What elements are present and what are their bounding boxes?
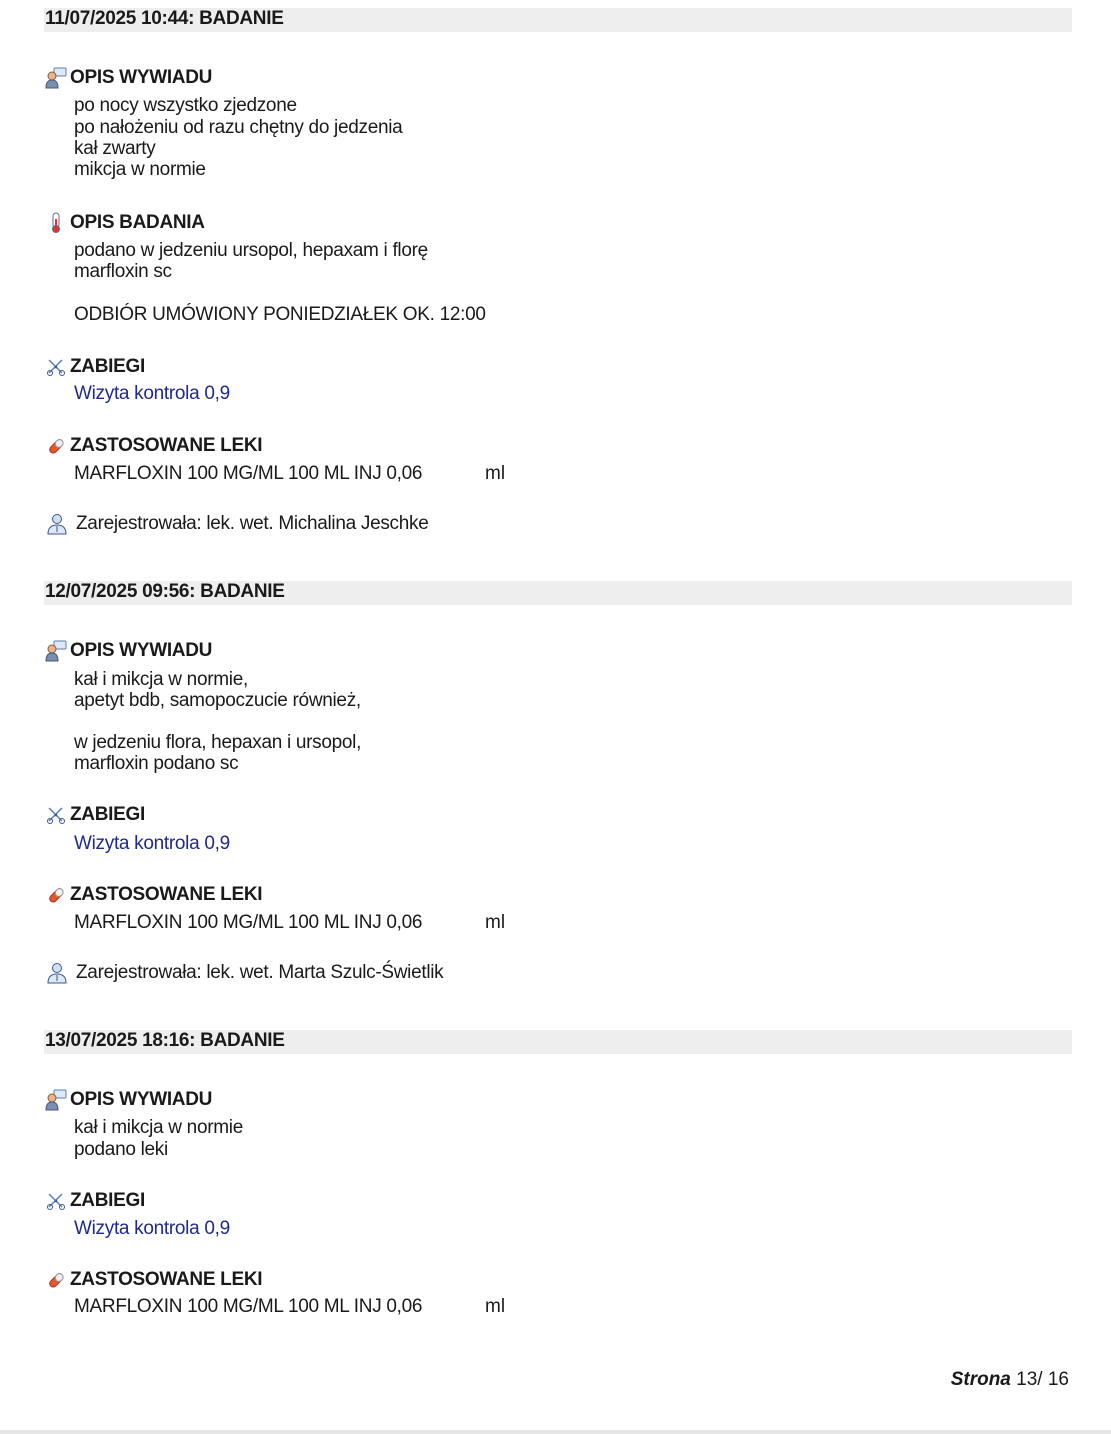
registered-by xyxy=(46,513,428,535)
page-number: 13/ 16 xyxy=(1016,1369,1069,1390)
procedure-item: Wizyta kontrola 0,9 xyxy=(74,833,230,854)
interview-icon xyxy=(44,1089,68,1111)
thermometer-icon xyxy=(44,212,68,234)
medicine-unit: ml xyxy=(485,463,506,484)
scissors-icon xyxy=(44,356,68,378)
procedure-item: Wizyta kontrola 0,9 xyxy=(74,383,230,404)
interview-section-title xyxy=(44,639,212,663)
medicines-section-title xyxy=(44,434,262,458)
page-footer xyxy=(951,1369,1069,1391)
medicines-section-title xyxy=(44,883,262,907)
medicines-title: ZASTOSOWANE LEKI xyxy=(70,884,263,905)
interview-section-title xyxy=(44,1088,212,1112)
medicine-item: MARFLOXIN 100 MG/ML 100 ML INJ 0,06 xyxy=(74,463,423,484)
interview-line: mikcja w normie xyxy=(74,159,206,180)
medicines-section-title xyxy=(44,1268,262,1292)
exam-title: OPIS BADANIA xyxy=(70,212,205,233)
doctor-icon xyxy=(46,962,70,984)
procedure-item: Wizyta kontrola 0,9 xyxy=(74,1218,230,1239)
registered-by xyxy=(46,962,443,984)
interview-line: kał i mikcja w normie, xyxy=(74,669,248,690)
page-bottom-edge xyxy=(0,1430,1111,1434)
procedures-title: ZABIEGI xyxy=(70,804,145,825)
medicines-title: ZASTOSOWANE LEKI xyxy=(70,1269,263,1290)
interview-line: marfloxin podano sc xyxy=(74,753,239,774)
interview-line: po nocy wszystko zjedzone xyxy=(74,95,297,116)
visit-header: 13/07/2025 18:16: BADANIE xyxy=(44,1030,1072,1054)
exam-section-title xyxy=(44,211,205,235)
registered-text: Zarejestrowała: lek. wet. Michalina Jeschke xyxy=(76,513,429,534)
procedures-section-title xyxy=(44,1189,145,1213)
medicine-unit: ml xyxy=(485,912,506,933)
interview-line: w jedzeniu flora, hepaxan i ursopol, xyxy=(74,732,362,753)
interview-line: podano leki xyxy=(74,1139,168,1160)
medicine-item: MARFLOXIN 100 MG/ML 100 ML INJ 0,06 xyxy=(74,912,423,933)
visit-header: 12/07/2025 09:56: BADANIE xyxy=(44,581,1072,605)
pill-icon xyxy=(44,1269,68,1291)
page-label: Strona xyxy=(950,1369,1011,1390)
interview-title: OPIS WYWIADU xyxy=(70,67,213,88)
interview-title: OPIS WYWIADU xyxy=(70,640,213,661)
pill-icon xyxy=(44,884,68,906)
scissors-icon xyxy=(44,804,68,826)
medicines-title: ZASTOSOWANE LEKI xyxy=(70,435,263,456)
medicine-item: MARFLOXIN 100 MG/ML 100 ML INJ 0,06 xyxy=(74,1296,423,1317)
exam-line: ODBIÓR UMÓWIONY PONIEDZIAŁEK OK. 12:00 xyxy=(74,304,486,325)
interview-section-title xyxy=(44,66,212,90)
registered-text: Zarejestrowała: lek. wet. Marta Szulc-Świetlik xyxy=(76,962,444,983)
interview-line: kał zwarty xyxy=(74,138,156,159)
interview-line: po nałożeniu od razu chętny do jedzenia xyxy=(74,117,403,138)
interview-line: kał i mikcja w normie xyxy=(74,1117,243,1138)
exam-line: marfloxin sc xyxy=(74,261,172,282)
procedures-title: ZABIEGI xyxy=(70,1190,145,1211)
doctor-icon xyxy=(46,513,70,535)
interview-icon xyxy=(44,640,68,662)
exam-line: podano w jedzeniu ursopol, hepaxam i florę xyxy=(74,240,428,261)
pill-icon xyxy=(44,435,68,457)
interview-title: OPIS WYWIADU xyxy=(70,1089,213,1110)
procedures-section-title xyxy=(44,355,145,379)
interview-icon xyxy=(44,67,68,89)
procedures-section-title xyxy=(44,803,145,827)
scissors-icon xyxy=(44,1190,68,1212)
interview-line: apetyt bdb, samopoczucie również, xyxy=(74,690,361,711)
procedures-title: ZABIEGI xyxy=(70,356,145,377)
visit-header: 11/07/2025 10:44: BADANIE xyxy=(44,8,1072,32)
medicine-unit: ml xyxy=(485,1296,506,1317)
